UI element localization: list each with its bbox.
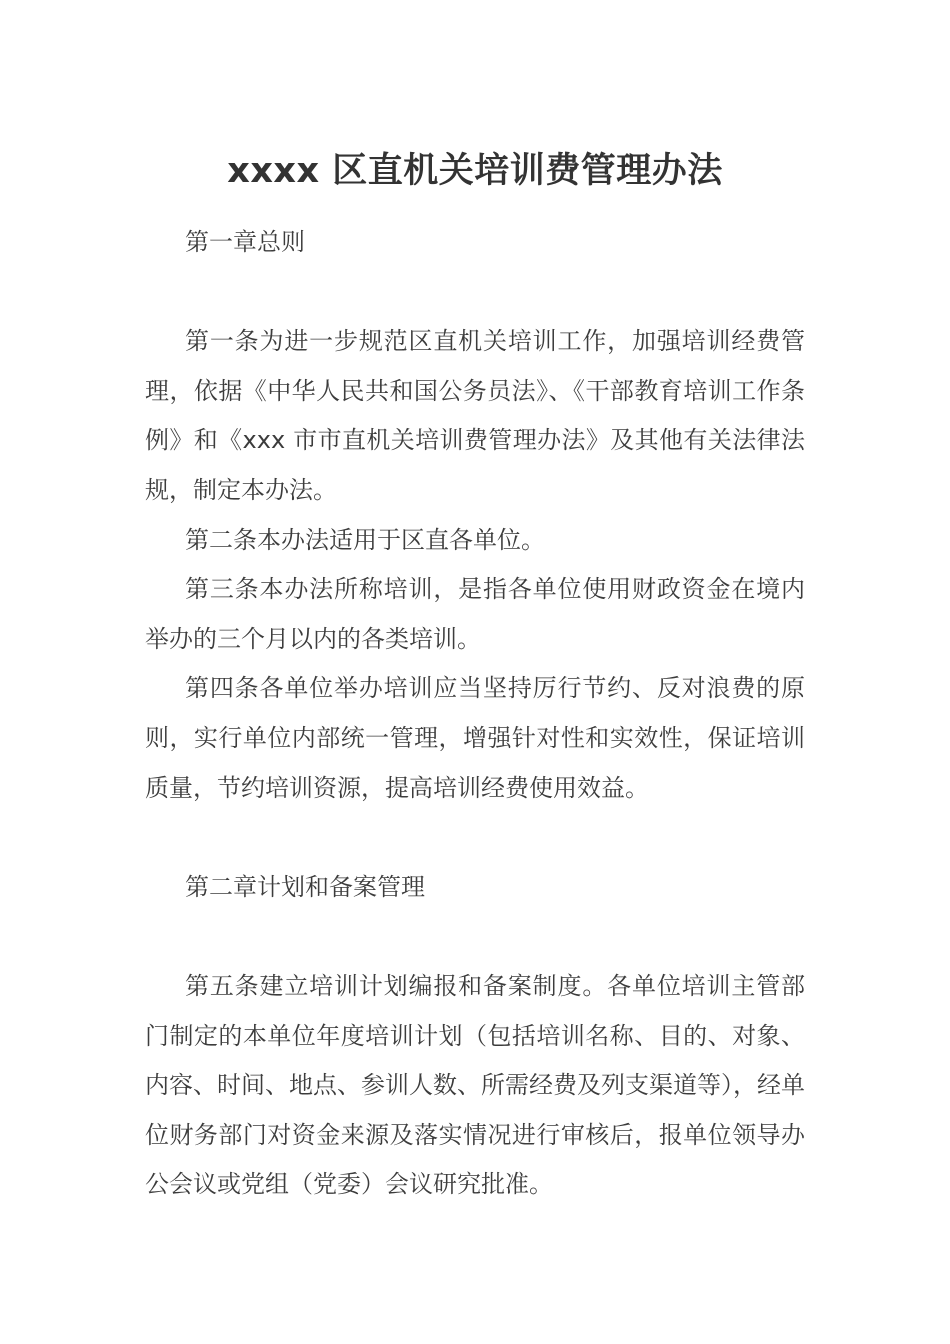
blank-line [145, 268, 805, 318]
article-2-paragraph: 第二条本办法适用于区直各单位。 [185, 525, 545, 554]
blank-line [145, 813, 805, 863]
article-5-paragraph: 第五条建立培训计划编报和备案制度。各单位培训主管部门制定的本单位年度培训计划（包括培训名称、目的、对象、内容、时间、地点、参训人数、所需经费及列支渠道等），经单位财务部门对资金来源及落实情况进行审核后，报单位领导办公会议或党组（党委）会议研究批准。 [145, 971, 805, 1199]
article-1-paragraph: 第一条为进一步规范区直机关培训工作，加强培训经费管理，依据《中华人民共和国公务员法》、《干部教育培训工作条例》和《xxx 市市直机关培训费管理办法》及其他有关法律法规，制定本办法。 [145, 327, 805, 504]
chapter-heading-1: 第一章总则 [185, 228, 305, 256]
article-4-paragraph: 第四条各单位举办培训应当坚持厉行节约、反对浪费的原则，实行单位内部统一管理，增强针对性和实效性，保证培训质量，节约培训资源，提高培训经费使用效益。 [145, 674, 805, 802]
article-3-paragraph: 第三条本办法所称培训，是指各单位使用财政资金在境内举办的三个月以内的各类培训。 [145, 575, 805, 653]
document-title: xxxx 区直机关培训费管理办法 [227, 151, 723, 191]
chapter-heading-2: 第二章计划和备案管理 [185, 872, 425, 901]
document-body [145, 218, 805, 1210]
blank-line [145, 912, 805, 962]
